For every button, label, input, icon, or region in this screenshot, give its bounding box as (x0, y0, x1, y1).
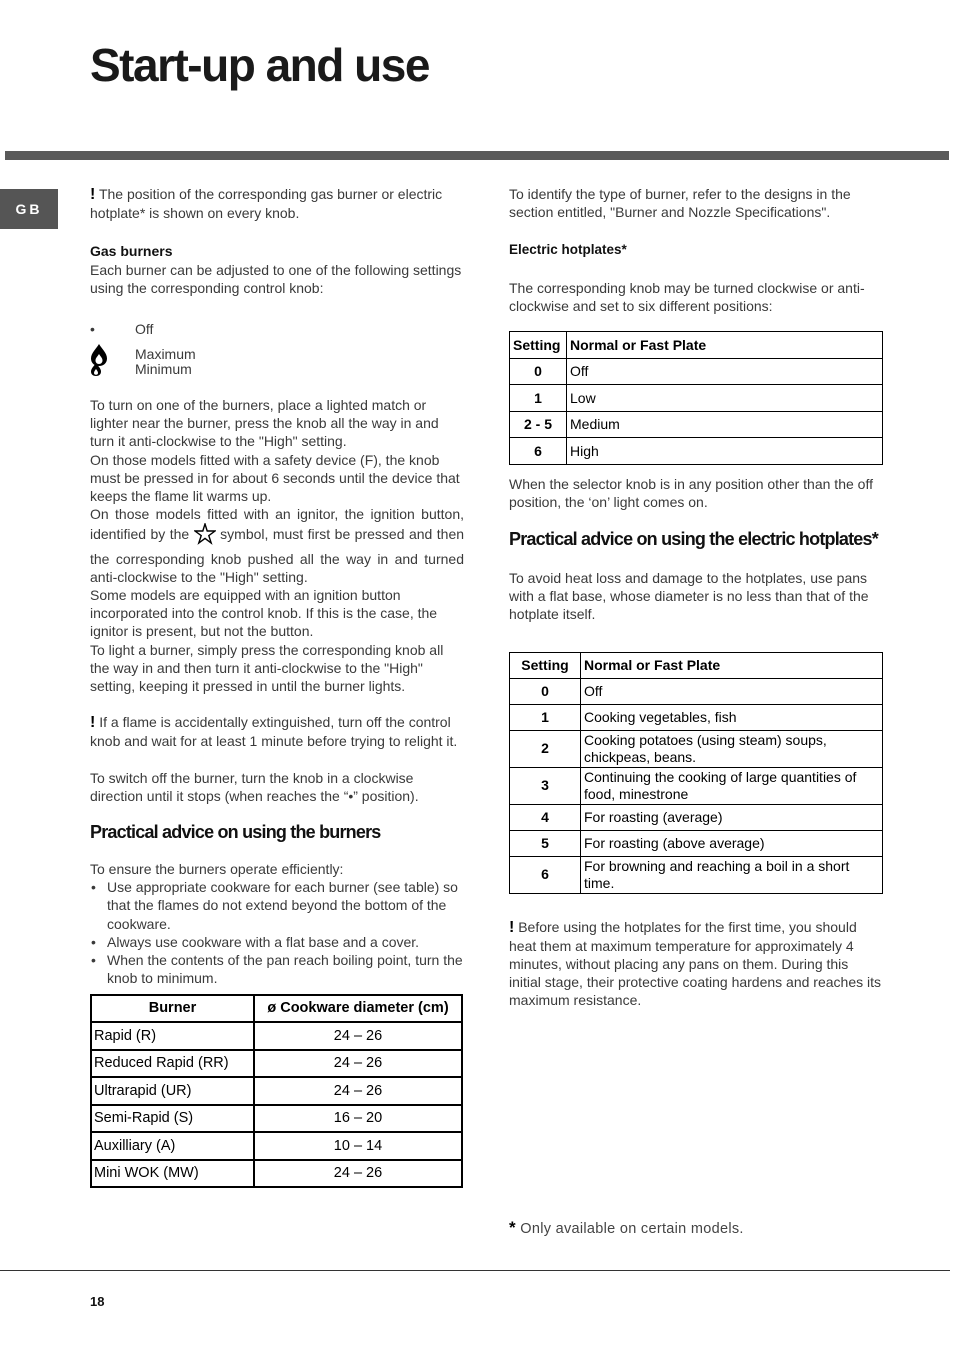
table-row: 2 - 5 Medium (510, 411, 883, 438)
table-row: Auxilliary (A) 10 – 14 (91, 1132, 462, 1160)
page-number: 18 (90, 1294, 105, 1309)
burner-cookware-table (90, 994, 463, 1189)
ignition-knob-paragraph: Some models are equipped with an ignition button incorporated into the control knob. If this is the case, the ignitor is present, but not the button. (90, 587, 438, 640)
gas-burners-heading: Gas burners (90, 243, 173, 260)
switch-off-paragraph: To switch off the burner, turn the knob in a clockwise direction until it stops (when reaches the “•” position). (90, 769, 419, 804)
setting-maximum: Maximum (90, 342, 464, 367)
table-row: 6 High (510, 438, 883, 465)
table-row: 4 For roasting (average) (510, 804, 883, 830)
warning-mark: ! (509, 918, 515, 936)
table-header: Burner (91, 995, 254, 1023)
hotplate-settings-table (509, 331, 883, 465)
setting-minimum: Minimum (90, 361, 464, 377)
table-header: Setting (510, 332, 567, 359)
table-row: Rapid (R) 24 – 26 (91, 1022, 462, 1050)
hotplate-advice-heading: Practical advice on using the electric hotplates* (509, 528, 878, 549)
bullet-icon: • (90, 321, 95, 338)
warning-mark: ! (90, 186, 96, 203)
flame-warning-paragraph: ! If a flame is accidentally extinguished, turn off the control knob and wait for at least 1 minute before trying to relight it. (90, 714, 458, 750)
list-item: • Use appropriate cookware for each burner (see table) so that the flames do not extend beyond the bottom of the cookware. (90, 878, 464, 933)
list-item: • When the contents of the pan reach boiling point, turn the knob to minimum. (90, 951, 464, 987)
ignition-star-icon (194, 523, 216, 549)
safety-paragraph: On those models fitted with a safety device (F), the knob must be pressed in for about 6 seconds until the device that keeps the flame lit warms up. (90, 451, 460, 505)
flame-small-icon (90, 362, 135, 377)
hotplate-cooking-table (509, 652, 883, 894)
selector-paragraph: When the selector knob is in any position other than the off position, the ‘on’ light comes on. (509, 475, 873, 510)
asterisk-mark: * (509, 1218, 516, 1237)
language-tab: GB (0, 189, 58, 229)
table-row: 0 Off (510, 678, 883, 704)
table-row: Ultrarapid (UR) 24 – 26 (91, 1077, 462, 1105)
page-title: Start-up and use (90, 39, 429, 91)
table-row: Mini WOK (MW) 24 – 26 (91, 1160, 462, 1188)
table-header: Normal or Fast Plate (567, 332, 883, 359)
ignitor-paragraph: On those models fitted with an ignitor, the ignition button, identified by the symbol, must first be pressed and then the corresponding knob pushed all the way in and turned anti-clockwise to the "High" setting. (90, 506, 465, 585)
header-divider (5, 151, 949, 160)
burner-advice-intro: To ensure the burners operate efficiently: (90, 861, 344, 878)
table-header: Setting (510, 652, 581, 678)
first-use-paragraph: ! Before using the hotplates for the first time, you should heat them at maximum temperature for approximately 4 minutes, without placing any pans on them. During this initial stage, their protective coating hardens and reaches its maximum resistance. (509, 918, 881, 1009)
table-row: 5 For roasting (above average) (510, 830, 883, 856)
left-column (90, 185, 464, 1188)
table-row: Semi-Rapid (S) 16 – 20 (91, 1105, 462, 1133)
table-row: Reduced Rapid (RR) 24 – 26 (91, 1050, 462, 1078)
right-column (509, 185, 883, 1010)
identify-paragraph: To identify the type of burner, refer to the designs in the section entitled, "Burner and Nozzle Specifications". (509, 186, 851, 221)
footer-divider (0, 1270, 950, 1271)
setting-off: • Off (90, 321, 154, 338)
intro-paragraph: ! The position of the corresponding gas burner or electric hotplate* is shown on every knob. (90, 186, 443, 222)
table-row: 1 Cooking vegetables, fish (510, 704, 883, 730)
table-row: 0 Off (510, 358, 883, 385)
burner-advice-list (90, 878, 464, 987)
footnote: * Only available on certain models. (509, 1218, 744, 1237)
knob-settings-list (90, 317, 464, 377)
warning-mark: ! (90, 714, 96, 732)
hotplate-advice-text: To avoid heat loss and damage to the hotplates, use pans with a flat base, whose diameter is no less than that of the hotplate itself. (509, 569, 869, 623)
turn-on-paragraph: To turn on one of the burners, place a lighted match or lighter near the burner, press the knob all the way in and turn it anti-clockwise to the "High" setting. (90, 397, 439, 450)
gas-burners-text: Each burner can be adjusted to one of the following settings using the corresponding control knob: (90, 261, 462, 296)
table-header: ø Cookware diameter (cm) (254, 995, 462, 1023)
table-row: 1 Low (510, 385, 883, 412)
table-header: Normal or Fast Plate (581, 652, 883, 678)
list-item: • Always use cookware with a flat base and a cover. (90, 933, 464, 951)
electric-hotplates-text: The corresponding knob may be turned clockwise or anti-clockwise and set to six different positions: (509, 279, 865, 314)
table-row: 3 Continuing the cooking of large quantities of food, minestrone (510, 767, 883, 804)
table-row: 6 For browning and reaching a boil in a short time. (510, 856, 883, 893)
burner-advice-heading: Practical advice on using the burners (90, 822, 381, 843)
table-row: 2 Cooking potatoes (using steam) soups, chickpeas, beans. (510, 730, 883, 767)
electric-hotplates-heading: Electric hotplates* (509, 242, 627, 258)
light-burner-paragraph: To light a burner, simply press the corresponding knob all the way in and then turn it anti-clockwise to the "High" setting, keeping it pressed in until the burner lights. (90, 641, 444, 695)
